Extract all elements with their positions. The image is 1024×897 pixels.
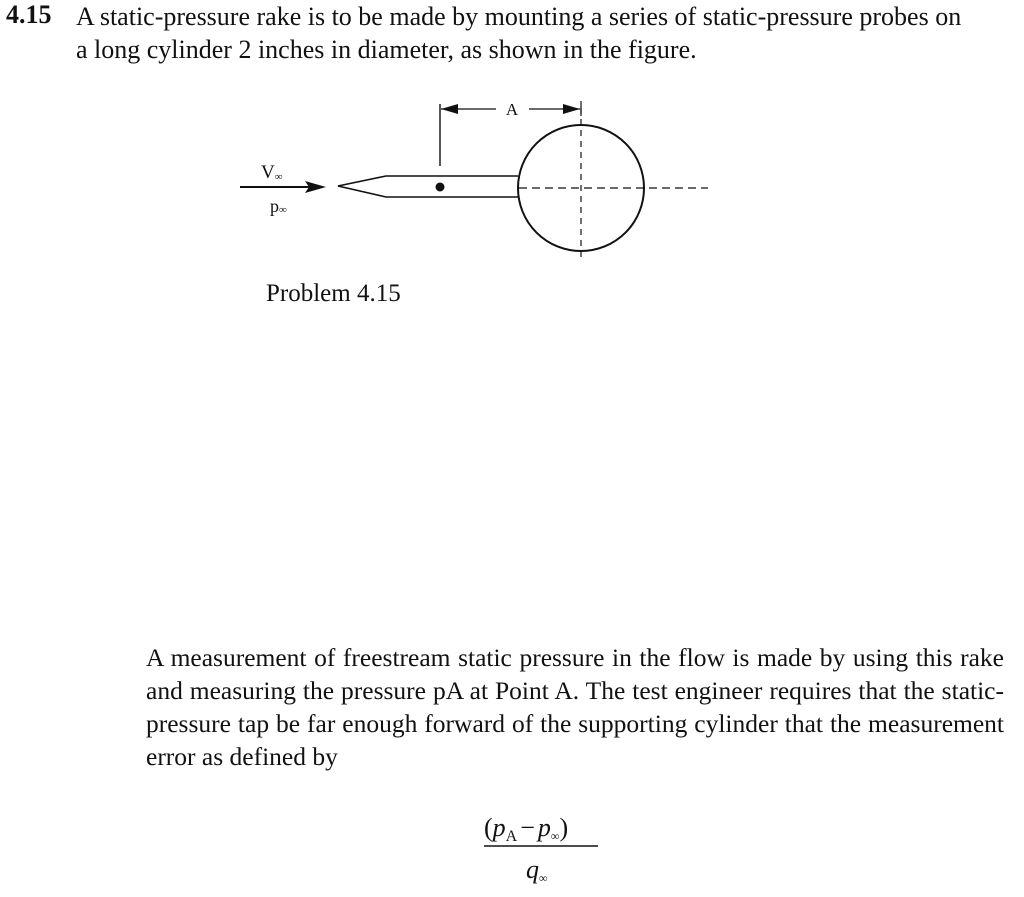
problem-number: 4.15 <box>6 0 52 29</box>
close-paren: ) <box>559 813 569 842</box>
dimension-label-a: A <box>505 100 519 119</box>
error-equation <box>470 810 610 890</box>
minus-sign: − <box>520 813 535 842</box>
q-symbol: q <box>526 855 539 884</box>
p-inf-subscript: ∞ <box>550 829 560 843</box>
pressure-tap-point-a <box>436 183 445 192</box>
velocity-symbol: V <box>261 162 275 183</box>
dimension-arrowhead-left <box>441 104 458 114</box>
static-pressure-probe <box>338 176 518 197</box>
p-inf-symbol: p <box>537 813 551 842</box>
pressure-symbol: p <box>270 196 279 216</box>
velocity-subscript: ∞ <box>274 171 283 183</box>
rake-figure <box>0 0 1024 330</box>
equation-denominator <box>526 855 548 885</box>
figure-caption: Problem 4.15 <box>266 280 401 307</box>
open-paren: ( <box>484 813 493 842</box>
pressure-label <box>270 196 287 216</box>
p-a-symbol: p <box>492 813 506 842</box>
problem-paragraph: A measurement of freestream static pressure in the flow is made by using this rake and measuring the pressure pA at Point A. The test engineer requires that the static-pressure tap be far enough forward of the supporting cylinder that the measurement error as defined by <box>146 643 1004 771</box>
q-subscript: ∞ <box>539 871 548 885</box>
dimension-arrowhead-right <box>563 104 580 114</box>
problem-statement: A static-pressure rake is to be made by mounting a series of static-pressure probes on a long cylinder 2 inches in diameter, as shown in the figure. <box>76 2 962 64</box>
p-a-subscript: A <box>505 828 518 845</box>
velocity-label <box>261 162 283 183</box>
pressure-subscript: ∞ <box>279 204 287 216</box>
equation-numerator <box>484 813 568 845</box>
